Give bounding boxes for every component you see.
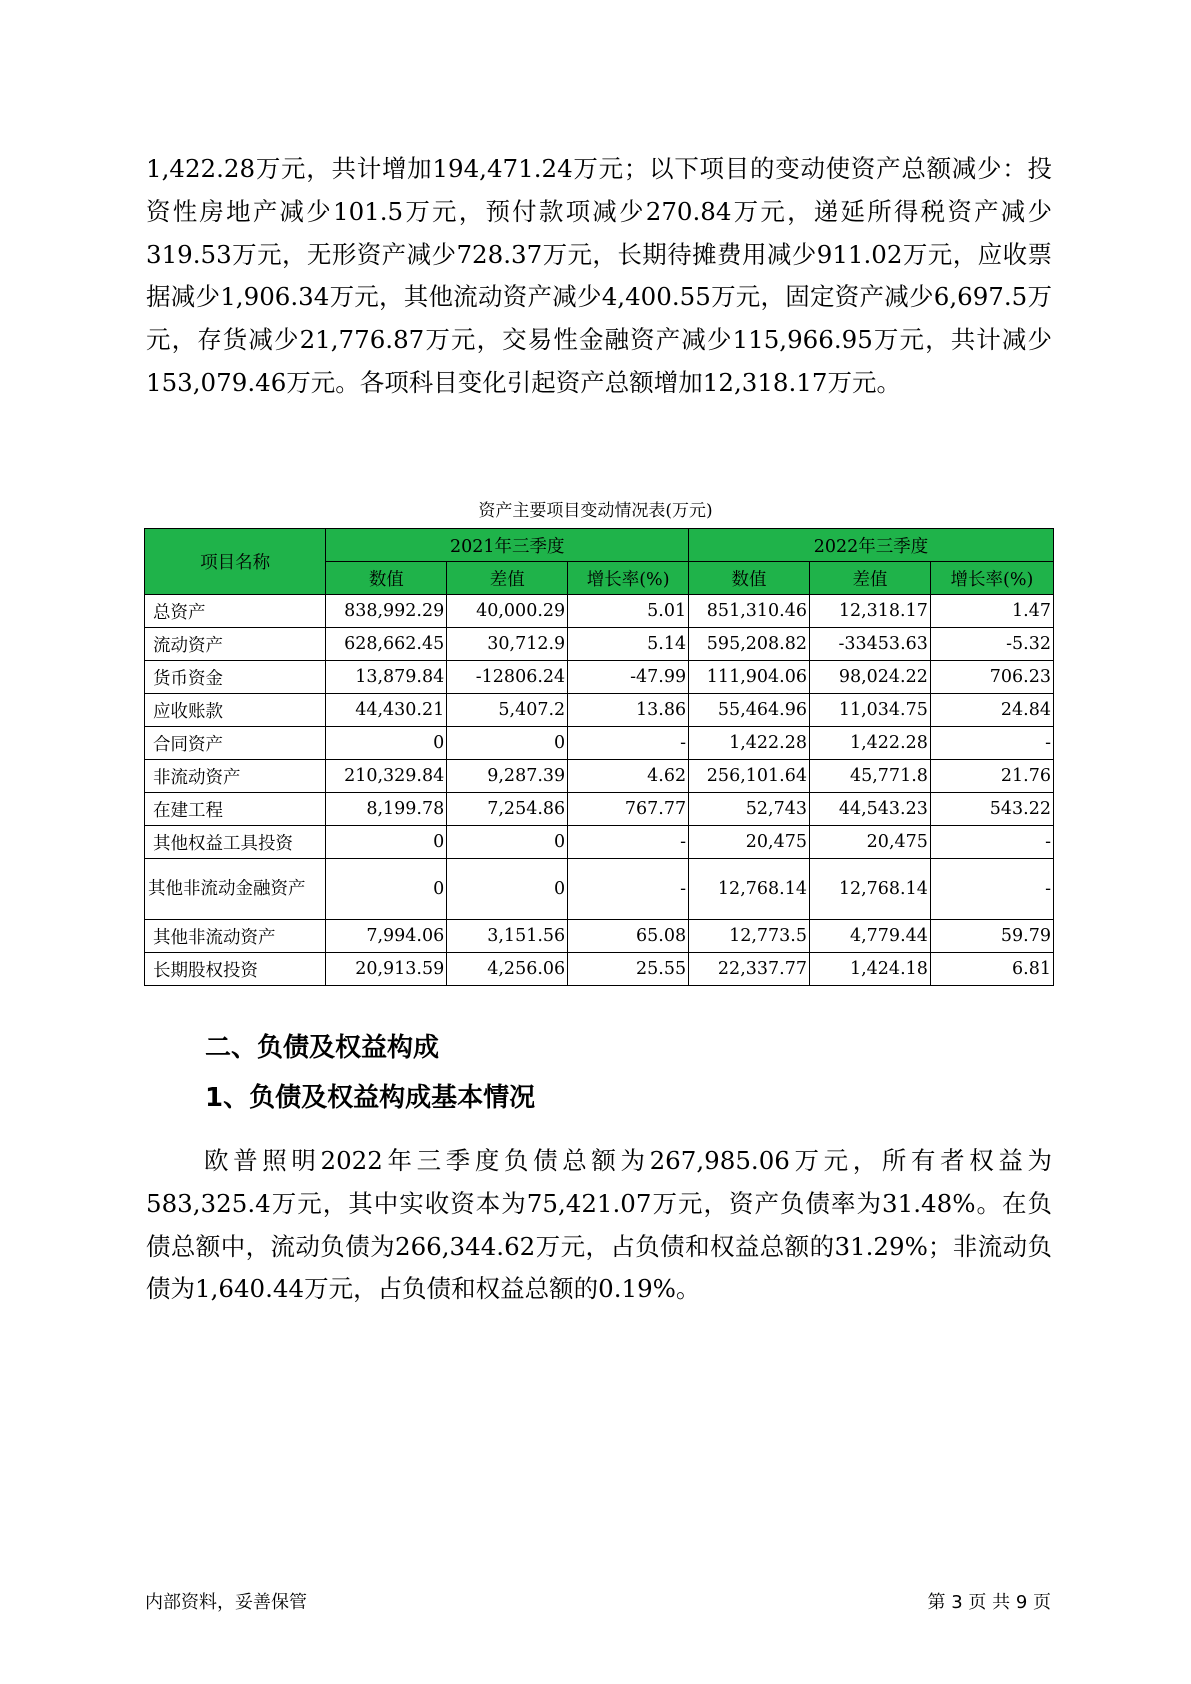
table-row (145, 793, 1054, 826)
table-caption: 资产主要项目变动情况表(万元) (478, 501, 713, 521)
cell-d1: 7,254.86 (447, 793, 568, 826)
row-item-name: 其他非流动金融资产 (145, 859, 326, 920)
cell-d2: 1,422.28 (810, 727, 931, 760)
cell-v2: 20,475 (689, 826, 810, 859)
cell-d2: 44,543.23 (810, 793, 931, 826)
row-item-name: 流动资产 (145, 628, 326, 661)
cell-d2: -33453.63 (810, 628, 931, 661)
cell-d2: 20,475 (810, 826, 931, 859)
footer-confidential-note: 内部资料，妥善保管 (145, 1592, 307, 1613)
cell-r1: - (568, 826, 689, 859)
header-item-name: 项目名称 (145, 529, 326, 595)
cell-d1: 0 (447, 826, 568, 859)
table-row (145, 727, 1054, 760)
table-row (145, 826, 1054, 859)
cell-v2: 12,768.14 (689, 859, 810, 920)
intro-paragraph: 1,422.28万元，共计增加194,471.24万元；以下项目的变动使资产总额减少：投资性房地产减少101.5万元，预付款项减少270.84万元，递延所得税资产减少319.53万元，无形资产减少728.37万元，长期待摊费用减少911.02万元，应收票据减少1,906.34万元，其他流动资产减少4,400.55万元，固定资产减少6,697.5万元，存货减少21,776.87万元，交易性金融资产减少115,966.95万元，共计减少153,079.46万元。各项科目变化引起资产总额增加12,318.17万元。 (146, 154, 1052, 397)
row-item-name: 货币资金 (145, 661, 326, 694)
row-item-name: 其他非流动资产 (145, 920, 326, 953)
cell-r2: 706.23 (930, 661, 1053, 694)
header-period-2021: 2021年三季度 (326, 529, 689, 562)
cell-d1: -12806.24 (447, 661, 568, 694)
subsection-heading: 1、负债及权益构成基本情况 (205, 1083, 536, 1113)
cell-v1: 838,992.29 (326, 595, 447, 628)
cell-r2: 21.76 (930, 760, 1053, 793)
row-item-name: 总资产 (145, 595, 326, 628)
cell-v2: 595,208.82 (689, 628, 810, 661)
cell-d2: 4,779.44 (810, 920, 931, 953)
cell-v1: 0 (326, 859, 447, 920)
cell-d2: 11,034.75 (810, 694, 931, 727)
cell-v1: 628,662.45 (326, 628, 447, 661)
cell-r2: 6.81 (930, 953, 1053, 986)
header-rate: 增长率(%) (568, 562, 689, 595)
header-diff: 差值 (810, 562, 931, 595)
asset-change-table (144, 528, 1054, 986)
liability-paragraph: 欧普照明2022年三季度负债总额为267,985.06万元，所有者权益为583,325.4万元，其中实收资本为75,421.07万元，资产负债率为31.48%。在负债总额中，流动负债为266,344.62万元，占负债和权益总额的31.29%；非流动负债为1,640.44万元，占负债和权益总额的0.19%。 (146, 1146, 1052, 1304)
cell-d1: 5,407.2 (447, 694, 568, 727)
footer-page-number: 第 3 页 共 9 页 (927, 1592, 1051, 1613)
header-rate: 增长率(%) (930, 562, 1053, 595)
cell-d1: 30,712.9 (447, 628, 568, 661)
row-item-name: 长期股权投资 (145, 953, 326, 986)
cell-d1: 3,151.56 (447, 920, 568, 953)
table-row (145, 628, 1054, 661)
table-row (145, 760, 1054, 793)
cell-d2: 12,768.14 (810, 859, 931, 920)
row-item-name: 应收账款 (145, 694, 326, 727)
header-diff: 差值 (447, 562, 568, 595)
cell-v2: 111,904.06 (689, 661, 810, 694)
cell-v1: 0 (326, 826, 447, 859)
cell-d1: 9,287.39 (447, 760, 568, 793)
cell-r2: 543.22 (930, 793, 1053, 826)
cell-r1: 13.86 (568, 694, 689, 727)
cell-v1: 20,913.59 (326, 953, 447, 986)
row-item-name: 合同资产 (145, 727, 326, 760)
cell-r1: - (568, 859, 689, 920)
cell-r2: 1.47 (930, 595, 1053, 628)
cell-v1: 210,329.84 (326, 760, 447, 793)
cell-r1: - (568, 727, 689, 760)
header-value: 数值 (326, 562, 447, 595)
cell-d2: 45,771.8 (810, 760, 931, 793)
cell-v2: 22,337.77 (689, 953, 810, 986)
cell-d2: 98,024.22 (810, 661, 931, 694)
table-row (145, 694, 1054, 727)
cell-r1: 5.14 (568, 628, 689, 661)
cell-r1: -47.99 (568, 661, 689, 694)
cell-d1: 0 (447, 859, 568, 920)
row-item-name: 在建工程 (145, 793, 326, 826)
cell-v2: 256,101.64 (689, 760, 810, 793)
cell-d2: 1,424.18 (810, 953, 931, 986)
cell-v2: 851,310.46 (689, 595, 810, 628)
table-row (145, 953, 1054, 986)
cell-r2: - (930, 826, 1053, 859)
cell-r2: 59.79 (930, 920, 1053, 953)
cell-v1: 7,994.06 (326, 920, 447, 953)
table-row (145, 661, 1054, 694)
table-row (145, 859, 1054, 920)
cell-v2: 55,464.96 (689, 694, 810, 727)
cell-r1: 4.62 (568, 760, 689, 793)
cell-r1: 5.01 (568, 595, 689, 628)
section-heading: 二、负债及权益构成 (205, 1033, 440, 1063)
header-value: 数值 (689, 562, 810, 595)
cell-v2: 52,743 (689, 793, 810, 826)
cell-v1: 0 (326, 727, 447, 760)
cell-r1: 65.08 (568, 920, 689, 953)
header-period-2022: 2022年三季度 (689, 529, 1054, 562)
cell-v1: 13,879.84 (326, 661, 447, 694)
cell-r2: - (930, 727, 1053, 760)
cell-d1: 0 (447, 727, 568, 760)
row-item-name: 非流动资产 (145, 760, 326, 793)
cell-v1: 8,199.78 (326, 793, 447, 826)
cell-r1: 25.55 (568, 953, 689, 986)
cell-r2: 24.84 (930, 694, 1053, 727)
table-row (145, 595, 1054, 628)
cell-r2: -5.32 (930, 628, 1053, 661)
row-item-name: 其他权益工具投资 (145, 826, 326, 859)
cell-v1: 44,430.21 (326, 694, 447, 727)
cell-r2: - (930, 859, 1053, 920)
cell-v2: 1,422.28 (689, 727, 810, 760)
table-row (145, 920, 1054, 953)
cell-v2: 12,773.5 (689, 920, 810, 953)
cell-d2: 12,318.17 (810, 595, 931, 628)
cell-r1: 767.77 (568, 793, 689, 826)
cell-d1: 40,000.29 (447, 595, 568, 628)
cell-d1: 4,256.06 (447, 953, 568, 986)
